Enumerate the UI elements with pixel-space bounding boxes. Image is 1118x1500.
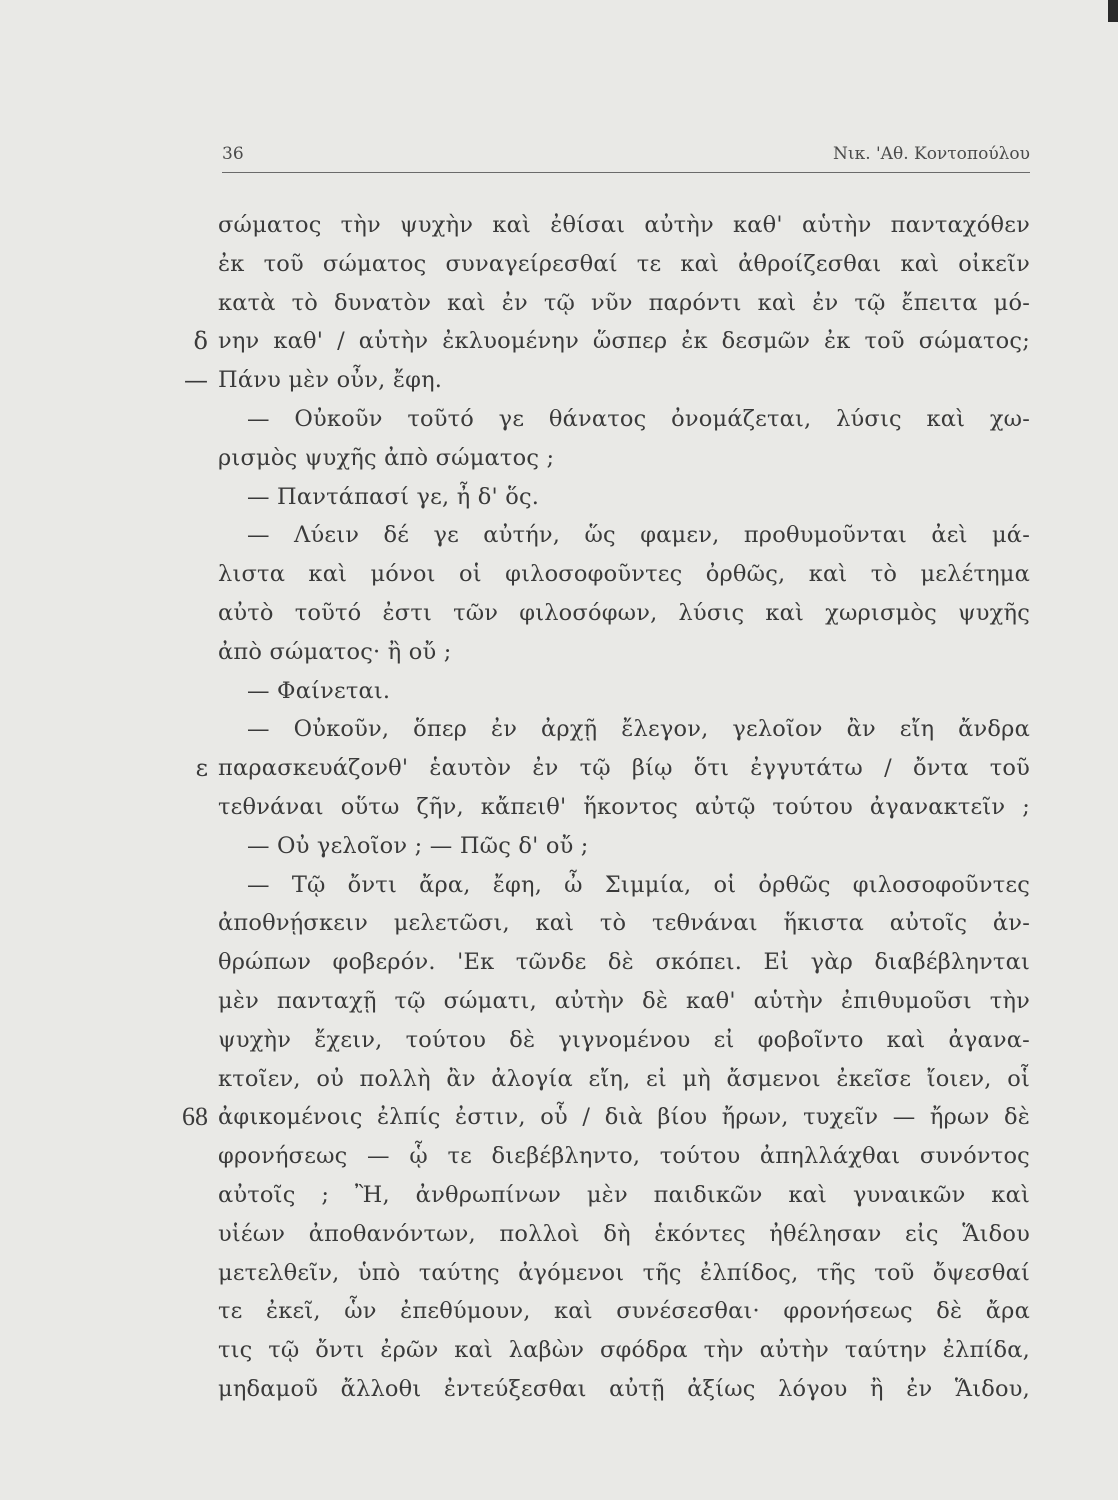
line-text: θρώπων φοβερόν. 'Εκ τῶνδε δὲ σκόπει. Εἰ γὰρ διαβέβληνται bbox=[218, 949, 1030, 976]
line-text: ψυχὴν ἔχειν, τούτου δὲ γιγνομένου εἰ φοβοῖντο καὶ ἀγανα- bbox=[218, 1026, 1030, 1053]
text-line bbox=[0, 1059, 1118, 1098]
text-line bbox=[0, 360, 1118, 399]
line-text: φρονήσεως — ᾧ τε διεβέβληντο, τούτου ἀπηλλάχθαι συνόντος bbox=[218, 1143, 1030, 1170]
text-line bbox=[0, 787, 1118, 826]
text-line bbox=[0, 826, 1118, 865]
line-text: ἀποθνῄσκειν μελετῶσι, καὶ τὸ τεθνάναι ἥκιστα αὐτοῖς ἀν- bbox=[218, 910, 1030, 937]
line-text: κατὰ τὸ δυνατὸν καὶ ἐν τῷ νῦν παρόντι καὶ ἐν τῷ ἔπειτα μό- bbox=[218, 289, 1030, 316]
text-line bbox=[0, 515, 1118, 554]
line-text: μηδαμοῦ ἄλλοθι ἐντεύξεσθαι αὐτῇ ἀξίως λόγου ἢ ἐν Ἅιδου, bbox=[218, 1375, 1030, 1402]
line-text: μετελθεῖν, ὑπὸ ταύτης ἀγόμενοι τῆς ἐλπίδος, τῆς τοῦ ὄψεσθαί bbox=[218, 1259, 1030, 1286]
line-text: — Τῷ ὄντι ἄρα, ἔφη, ὦ Σιμμία, οἱ ὀρθῶς φιλοσοφοῦντες bbox=[247, 871, 1030, 898]
line-text: ἀφικομένοις ἐλπίς ἐστιν, οὗ / διὰ βίου ἤρων, τυχεῖν — ἤρων δὲ bbox=[218, 1104, 1030, 1131]
text-line bbox=[0, 321, 1118, 360]
text-line bbox=[0, 477, 1118, 516]
text-line bbox=[0, 244, 1118, 283]
margin-marker-dash: — bbox=[184, 366, 208, 395]
line-text: — Οὐκοῦν τοῦτό γε θάνατος ὀνομάζεται, λύσις καὶ χω- bbox=[247, 405, 1030, 432]
text-line bbox=[0, 399, 1118, 438]
text-line bbox=[0, 205, 1118, 244]
page-header bbox=[222, 140, 1030, 173]
line-text: τε ἐκεῖ, ὧν ἐπεθύμουν, καὶ συνέσεσθαι· φρονήσεως δὲ ἄρα bbox=[218, 1298, 1030, 1325]
running-head: Νικ. 'Αθ. Κοντοπούλου bbox=[833, 144, 1030, 164]
line-text: — Λύειν δέ γε αὐτήν, ὥς φαμεν, προθυμοῦνται ἀεὶ μά- bbox=[247, 522, 1030, 549]
line-text: αὐτὸ τοῦτό ἐστι τῶν φιλοσόφων, λύσις καὶ χωρισμὸς ψυχῆς bbox=[218, 599, 1030, 626]
margin-marker-epsilon: ε bbox=[195, 754, 208, 783]
text-line bbox=[0, 981, 1118, 1020]
margin-marker-68: 68 bbox=[182, 1102, 208, 1132]
text-line bbox=[0, 671, 1118, 710]
line-text: — Οὐκοῦν, ὅπερ ἐν ἀρχῇ ἔλεγον, γελοῖον ἂν εἴη ἄνδρα bbox=[247, 716, 1030, 743]
text-line bbox=[0, 283, 1118, 322]
line-text: τις τῷ ὄντι ἐρῶν καὶ λαβὼν σφόδρα τὴν αὐτὴν ταύτην ἐλπίδα, bbox=[218, 1337, 1030, 1364]
line-text: — Οὐ γελοῖον ; — Πῶς δ' οὔ ; bbox=[247, 832, 589, 859]
text-line bbox=[0, 554, 1118, 593]
text-line bbox=[0, 1369, 1118, 1408]
page-edge-mark bbox=[1108, 0, 1118, 22]
line-text: — Παντάπασί γε, ἦ δ' ὅς. bbox=[247, 483, 540, 510]
line-text: Πάνυ μὲν οὖν, ἔφη. bbox=[218, 367, 443, 394]
text-body bbox=[0, 205, 1118, 1408]
line-text: λιστα καὶ μόνοι οἱ φιλοσοφοῦντες ὀρθῶς, καὶ τὸ μελέτημα bbox=[218, 561, 1030, 588]
line-text: ρισμὸς ψυχῆς ἀπὸ σώματος ; bbox=[218, 444, 555, 471]
text-line bbox=[0, 632, 1118, 671]
line-text: ἀπὸ σώματος· ἢ οὔ ; bbox=[218, 638, 452, 665]
text-line bbox=[0, 1330, 1118, 1369]
line-text: υἱέων ἀποθανόντων, πολλοὶ δὴ ἑκόντες ἠθέλησαν εἰς Ἅιδου bbox=[218, 1220, 1030, 1247]
margin-marker-delta: δ bbox=[193, 327, 208, 356]
line-text: αὐτοῖς ; Ἢ, ἀνθρωπίνων μὲν παιδικῶν καὶ γυναικῶν καὶ bbox=[218, 1181, 1030, 1208]
text-line bbox=[0, 1020, 1118, 1059]
text-line bbox=[0, 1253, 1118, 1292]
page-number: 36 bbox=[222, 144, 244, 164]
line-text: νην καθ' / αὑτὴν ἐκλυομένην ὥσπερ ἐκ δεσμῶν ἐκ τοῦ σώματος; bbox=[218, 328, 1030, 355]
text-line bbox=[0, 593, 1118, 632]
text-line bbox=[0, 1175, 1118, 1214]
text-line bbox=[0, 1136, 1118, 1175]
line-text: τεθνάναι οὕτω ζῆν, κἄπειθ' ἥκοντος αὐτῷ τούτου ἀγανακτεῖν ; bbox=[218, 793, 1030, 820]
line-text: ἐκ τοῦ σώματος συναγείρεσθαί τε καὶ ἀθροίζεσθαι καὶ οἰκεῖν bbox=[218, 250, 1030, 277]
text-line bbox=[0, 903, 1118, 942]
text-line bbox=[0, 942, 1118, 981]
text-line bbox=[0, 1214, 1118, 1253]
line-text: — Φαίνεται. bbox=[247, 677, 391, 704]
line-text: σώματος τὴν ψυχὴν καὶ ἐθίσαι αὐτὴν καθ' αὑτὴν πανταχόθεν bbox=[218, 212, 1030, 238]
line-text: μὲν πανταχῇ τῷ σώματι, αὐτὴν δὲ καθ' αὑτὴν ἐπιθυμοῦσι τὴν bbox=[218, 987, 1030, 1014]
text-line bbox=[0, 438, 1118, 477]
text-line bbox=[0, 748, 1118, 787]
text-line bbox=[0, 865, 1118, 904]
text-line bbox=[0, 1291, 1118, 1330]
text-line bbox=[0, 1097, 1118, 1136]
text-line bbox=[0, 709, 1118, 748]
line-text: παρασκευάζονθ' ἑαυτὸν ἐν τῷ βίῳ ὅτι ἐγγυτάτω / ὄντα τοῦ bbox=[218, 755, 1030, 782]
line-text: κτοῖεν, οὐ πολλὴ ἂν ἀλογία εἴη, εἰ μὴ ἄσμενοι ἐκεῖσε ἴοιεν, οἷ bbox=[218, 1065, 1030, 1092]
